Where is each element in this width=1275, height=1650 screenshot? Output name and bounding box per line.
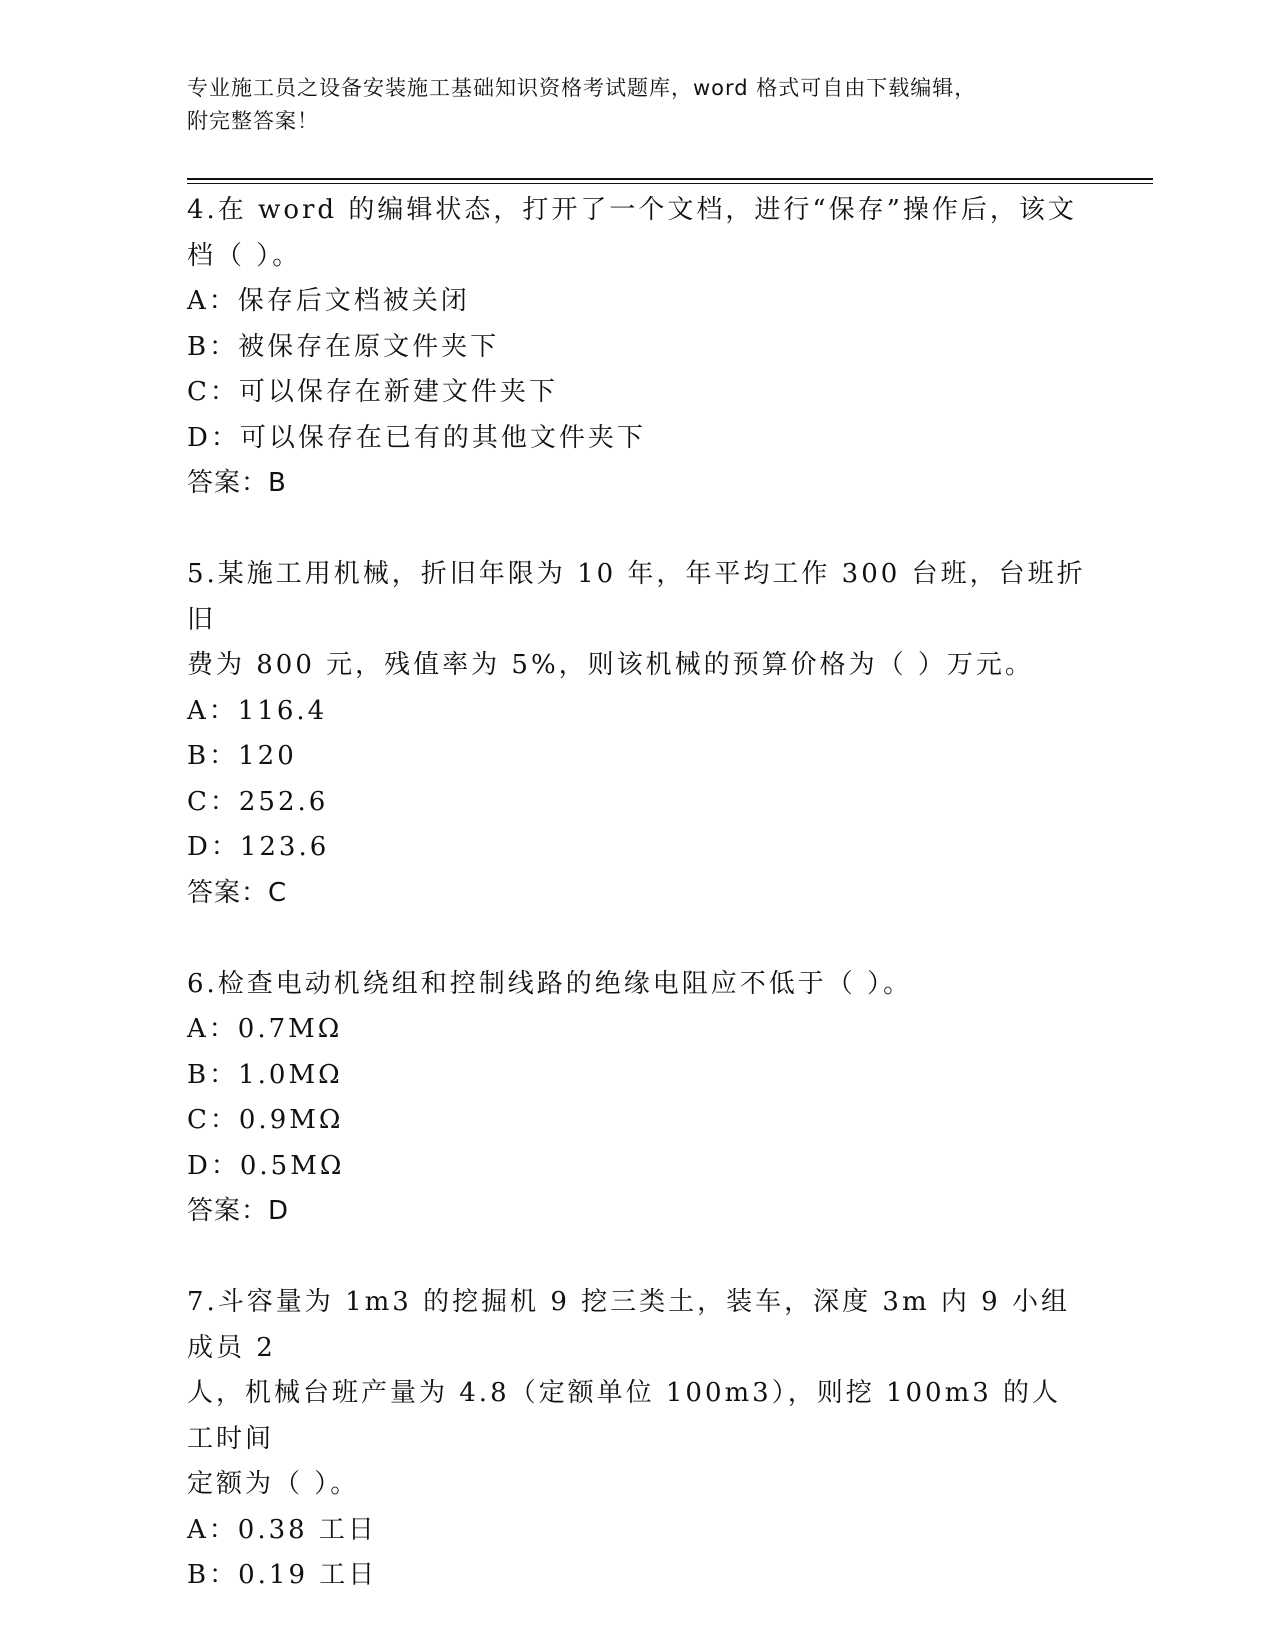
option-a: A：保存后文档被关闭	[187, 286, 470, 316]
option-c: C：0.9MΩ	[187, 1105, 344, 1135]
header-line-2: 附完整答案！	[187, 109, 319, 133]
document-header	[187, 72, 1067, 138]
question-spacer	[187, 916, 1087, 962]
question-spacer	[187, 507, 1087, 553]
option-c: C：252.6	[187, 786, 329, 817]
option-b: B：120	[187, 741, 297, 771]
question-6	[187, 962, 1087, 1235]
question-list	[187, 188, 1087, 1599]
question-5	[187, 552, 1087, 916]
question-4	[187, 188, 1087, 507]
option-a: A：0.38 工日	[187, 1514, 377, 1545]
option-b: B：1.0MΩ	[187, 1059, 343, 1090]
header-rule-thin	[187, 183, 1153, 184]
answer-line: 答案：B	[187, 468, 287, 498]
option-d: D：0.5MΩ	[187, 1150, 345, 1181]
question-stem-line: 7.斗容量为 1m3 的挖掘机 9 挖三类土，装车，深度 3m 内 9 小组成员 2	[187, 1287, 1070, 1363]
answer-line: 答案：D	[187, 1196, 290, 1226]
question-spacer	[187, 1235, 1087, 1281]
option-c: C：可以保存在新建文件夹下	[187, 377, 558, 407]
option-d: D：123.6	[187, 832, 330, 862]
question-stem-line: 定额为（ ）。	[187, 1469, 360, 1499]
question-stem-line: 档（ ）。	[187, 240, 302, 271]
option-a: A：0.7MΩ	[187, 1014, 343, 1044]
question-stem-line: 4.在 word 的编辑状态，打开了一个文档，进行“保存”操作后，该文	[187, 195, 1077, 225]
question-7	[187, 1280, 1087, 1599]
question-stem-line: 费为 800 元，残值率为 5%，则该机械的预算价格为（ ）万元。	[187, 650, 1034, 680]
question-stem-line: 6.检查电动机绕组和控制线路的绝缘电阻应不低于（ ）。	[187, 968, 913, 999]
option-d: D：可以保存在已有的其他文件夹下	[187, 422, 646, 453]
answer-line: 答案：C	[187, 877, 288, 908]
header-rule-thick	[187, 178, 1153, 180]
option-a: A：116.4	[187, 695, 328, 726]
option-b: B：0.19 工日	[187, 1560, 378, 1590]
option-b: B：被保存在原文件夹下	[187, 331, 500, 362]
question-stem-line: 人，机械台班产量为 4.8（定额单位 100m3），则挖 100m3 的人工时间	[187, 1378, 1062, 1454]
question-stem-line: 5.某施工用机械，折旧年限为 10 年，年平均工作 300 台班，台班折旧	[187, 559, 1086, 635]
header-line-1: 专业施工员之设备安装施工基础知识资格考试题库，word 格式可自由下载编辑，	[187, 76, 977, 100]
